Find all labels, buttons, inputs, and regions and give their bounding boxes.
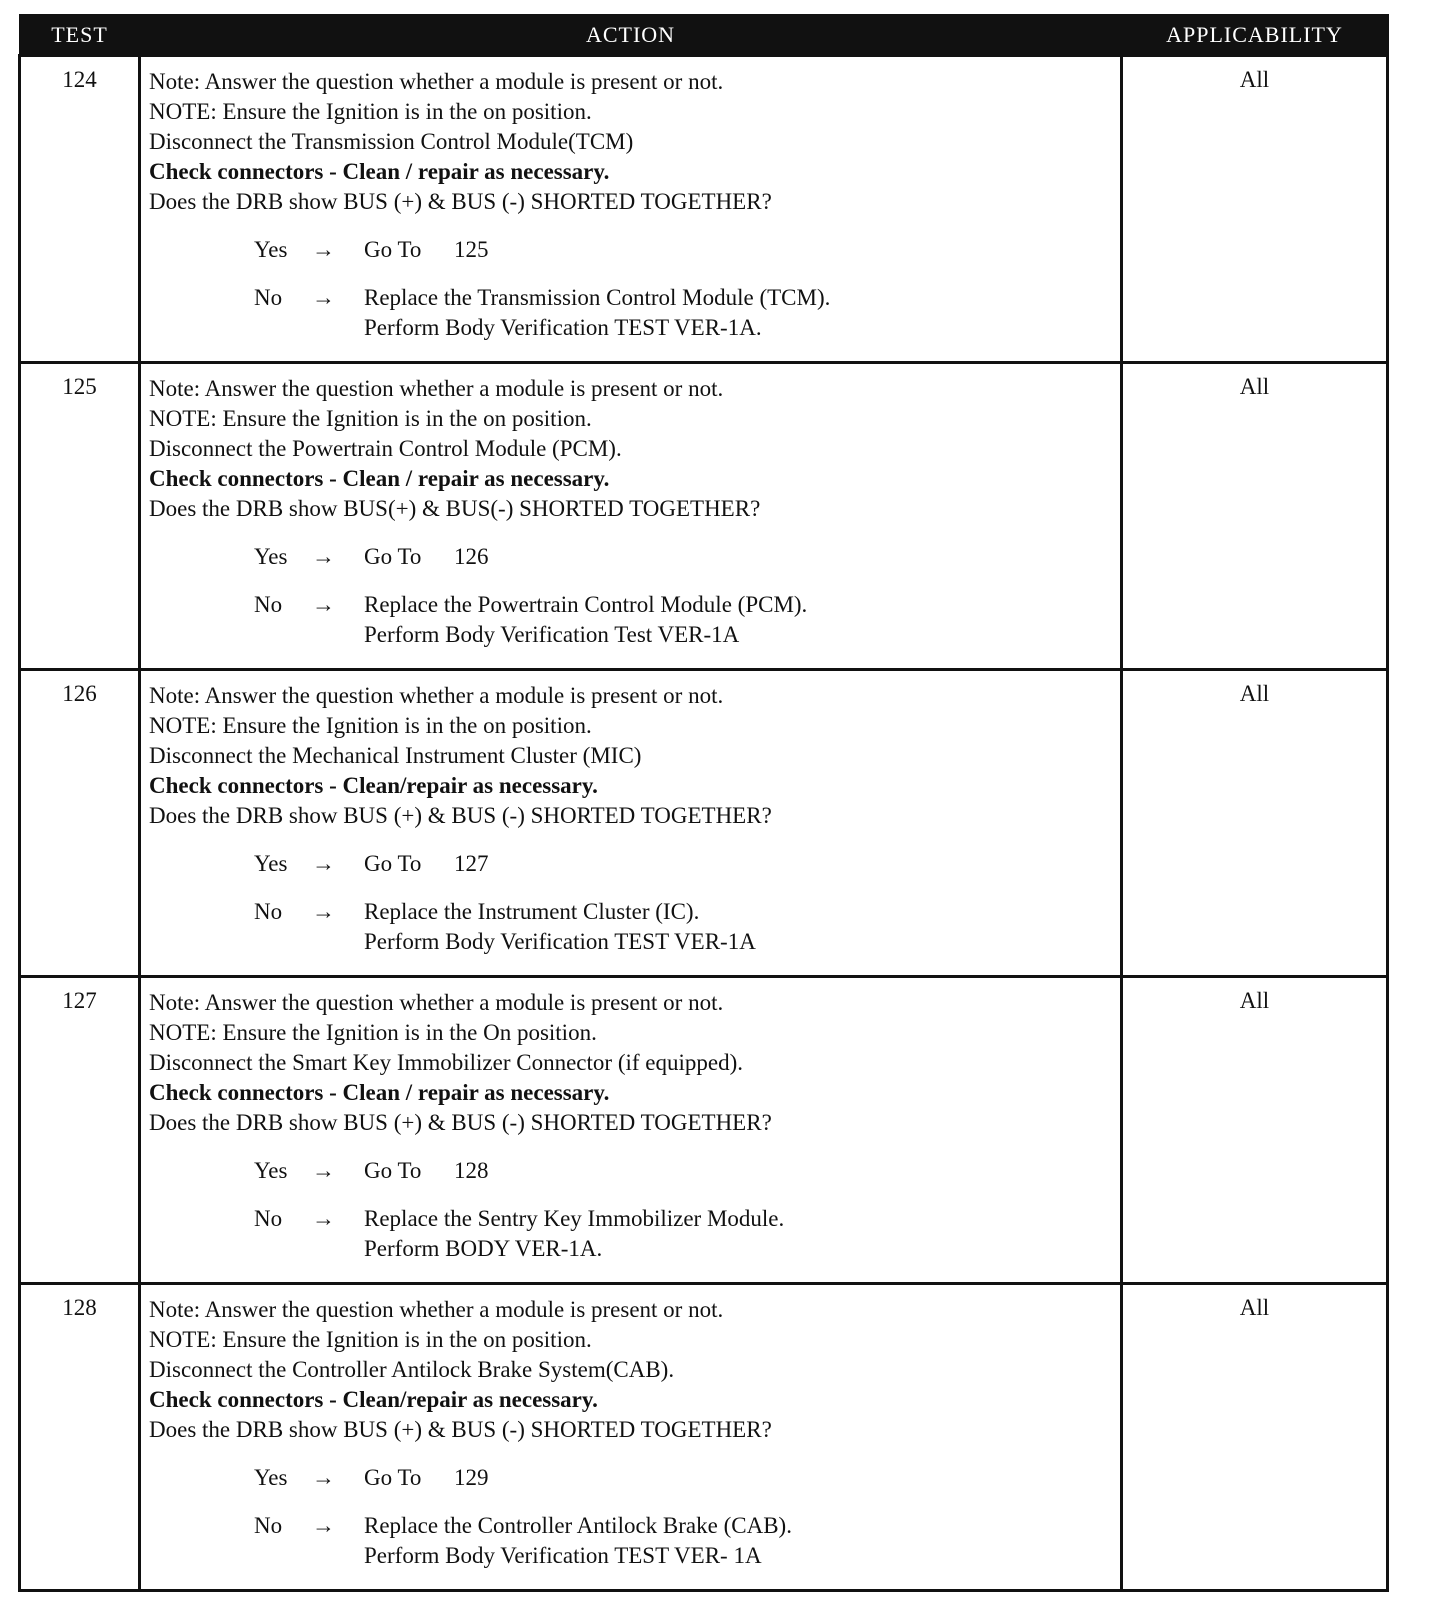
action-line: Disconnect the Transmission Control Module(TCM) — [149, 129, 634, 154]
table-row — [20, 977, 1388, 1284]
yes-action — [364, 235, 1112, 265]
arrow-icon: → — [312, 285, 335, 310]
arrow-icon: → — [312, 592, 335, 617]
test-number: 128 — [20, 1284, 140, 1591]
action-line: Note: Answer the question whether a module is present or not. — [149, 376, 724, 401]
no-outcome — [254, 1511, 1112, 1571]
no-label: No — [254, 899, 283, 924]
action-line: Does the DRB show BUS (+) & BUS (-) SHORTED TOGETHER? — [149, 189, 772, 214]
test-number: 126 — [20, 670, 140, 977]
yes-outcome — [254, 1463, 1112, 1493]
outcomes — [149, 849, 1112, 957]
no-action — [364, 590, 1112, 650]
table-header — [20, 15, 1388, 56]
check-connectors-instruction: Check connectors - Clean/repair as necessary. — [149, 773, 598, 798]
check-connectors-instruction: Check connectors - Clean / repair as necessary. — [149, 1080, 610, 1105]
goto-label: Go To — [364, 1465, 422, 1490]
arrow-icon: → — [312, 544, 335, 569]
action-line: Disconnect the Smart Key Immobilizer Connector (if equipped). — [149, 1050, 743, 1075]
no-action — [364, 1204, 1112, 1264]
test-number: 127 — [20, 977, 140, 1284]
outcomes — [149, 542, 1112, 650]
no-action-line: Replace the Powertrain Control Module (PCM). — [364, 592, 808, 617]
header-action: ACTION — [140, 15, 1122, 56]
action-line: Disconnect the Controller Antilock Brake System(CAB). — [149, 1357, 675, 1382]
no-label: No — [254, 592, 283, 617]
action-line: NOTE: Ensure the Ignition is in the on position. — [149, 713, 592, 738]
no-action-line: Perform Body Verification TEST VER-1A. — [364, 315, 762, 340]
yes-action — [364, 542, 1112, 572]
no-action-line: Replace the Instrument Cluster (IC). — [364, 899, 700, 924]
action-line: NOTE: Ensure the Ignition is in the on position. — [149, 99, 592, 124]
yes-label: Yes — [254, 544, 288, 569]
no-action-line: Perform Body Verification TEST VER-1A — [364, 929, 756, 954]
test-number: 124 — [20, 56, 140, 363]
action-line: Note: Answer the question whether a module is present or not. — [149, 1297, 724, 1322]
action-line: NOTE: Ensure the Ignition is in the on position. — [149, 406, 592, 431]
table-row — [20, 56, 1388, 363]
arrow-icon: → — [312, 899, 335, 924]
goto-label: Go To — [364, 544, 422, 569]
no-action-line: Replace the Sentry Key Immobilizer Module. — [364, 1206, 785, 1231]
outcomes — [149, 1463, 1112, 1571]
outcomes — [149, 235, 1112, 343]
no-action-line: Perform Body Verification TEST VER- 1A — [364, 1543, 762, 1568]
table-row — [20, 1284, 1388, 1591]
no-action-line: Perform BODY VER-1A. — [364, 1236, 603, 1261]
check-connectors-instruction: Check connectors - Clean/repair as necessary. — [149, 1387, 598, 1412]
goto-test-number: 126 — [454, 544, 489, 569]
action-line: Does the DRB show BUS(+) & BUS(-) SHORTED TOGETHER? — [149, 496, 761, 521]
action-line: Disconnect the Powertrain Control Module (PCM). — [149, 436, 622, 461]
applicability-value: All — [1122, 56, 1388, 363]
arrow-icon: → — [312, 851, 335, 876]
arrow-icon: → — [312, 1465, 335, 1490]
goto-test-number: 129 — [454, 1465, 489, 1490]
no-action — [364, 897, 1112, 957]
table-body — [20, 56, 1388, 1591]
no-label: No — [254, 1513, 283, 1538]
action-cell — [140, 670, 1122, 977]
no-action-line: Replace the Transmission Control Module (TCM). — [364, 285, 831, 310]
action-cell — [140, 363, 1122, 670]
action-line: Does the DRB show BUS (+) & BUS (-) SHORTED TOGETHER? — [149, 803, 772, 828]
table-row — [20, 363, 1388, 670]
test-number: 125 — [20, 363, 140, 670]
no-outcome — [254, 590, 1112, 650]
arrow-icon: → — [312, 237, 335, 262]
arrow-icon: → — [312, 1513, 335, 1538]
no-action-line: Perform Body Verification Test VER-1A — [364, 622, 740, 647]
action-line: NOTE: Ensure the Ignition is in the On position. — [149, 1020, 597, 1045]
applicability-value: All — [1122, 1284, 1388, 1591]
yes-label: Yes — [254, 1158, 288, 1183]
goto-test-number: 127 — [454, 851, 489, 876]
yes-outcome — [254, 849, 1112, 879]
action-line: Disconnect the Mechanical Instrument Cluster (MIC) — [149, 743, 642, 768]
yes-outcome — [254, 1156, 1112, 1186]
no-outcome — [254, 897, 1112, 957]
no-action-line: Replace the Controller Antilock Brake (CAB). — [364, 1513, 792, 1538]
action-cell — [140, 1284, 1122, 1591]
no-label: No — [254, 1206, 283, 1231]
yes-action — [364, 1463, 1112, 1493]
goto-label: Go To — [364, 851, 422, 876]
action-cell — [140, 56, 1122, 363]
no-label: No — [254, 285, 283, 310]
yes-action — [364, 849, 1112, 879]
yes-outcome — [254, 542, 1112, 572]
yes-label: Yes — [254, 1465, 288, 1490]
check-connectors-instruction: Check connectors - Clean / repair as necessary. — [149, 159, 610, 184]
header-test: TEST — [20, 15, 140, 56]
action-line: Does the DRB show BUS (+) & BUS (-) SHORTED TOGETHER? — [149, 1110, 772, 1135]
outcomes — [149, 1156, 1112, 1264]
arrow-icon: → — [312, 1158, 335, 1183]
table-row — [20, 670, 1388, 977]
applicability-value: All — [1122, 977, 1388, 1284]
action-cell — [140, 977, 1122, 1284]
applicability-value: All — [1122, 363, 1388, 670]
action-line: NOTE: Ensure the Ignition is in the on position. — [149, 1327, 592, 1352]
action-line: Note: Answer the question whether a module is present or not. — [149, 683, 724, 708]
goto-test-number: 125 — [454, 237, 489, 262]
goto-label: Go To — [364, 237, 422, 262]
no-action — [364, 1511, 1112, 1571]
action-line: Note: Answer the question whether a module is present or not. — [149, 990, 724, 1015]
diagnostic-page — [18, 14, 1386, 1592]
diagnostic-table — [18, 14, 1389, 1592]
no-outcome — [254, 283, 1112, 343]
yes-label: Yes — [254, 851, 288, 876]
header-applicability: APPLICABILITY — [1122, 15, 1388, 56]
arrow-icon: → — [312, 1206, 335, 1231]
no-outcome — [254, 1204, 1112, 1264]
action-line: Does the DRB show BUS (+) & BUS (-) SHORTED TOGETHER? — [149, 1417, 772, 1442]
applicability-value: All — [1122, 670, 1388, 977]
action-line: Note: Answer the question whether a module is present or not. — [149, 69, 724, 94]
yes-label: Yes — [254, 237, 288, 262]
goto-label: Go To — [364, 1158, 422, 1183]
check-connectors-instruction: Check connectors - Clean / repair as necessary. — [149, 466, 610, 491]
yes-outcome — [254, 235, 1112, 265]
yes-action — [364, 1156, 1112, 1186]
no-action — [364, 283, 1112, 343]
goto-test-number: 128 — [454, 1158, 489, 1183]
